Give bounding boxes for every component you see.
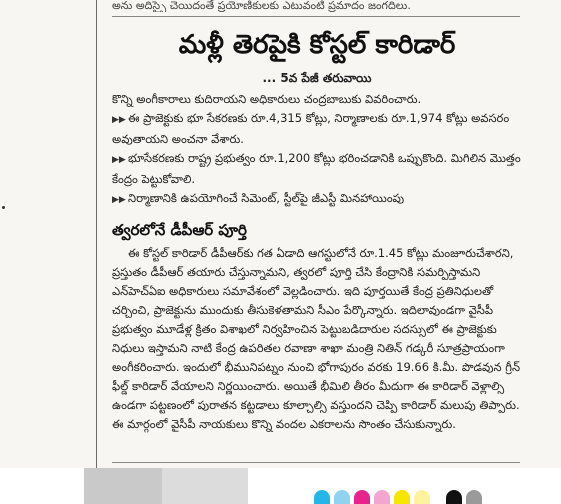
column-rule (96, 0, 97, 468)
body-paragraph: ఈ కోస్టల్ కారిడార్ డీపీఆర్‌కు గత ఏడాది ఆగస్టులోనే రూ.1.45 కోట్లు మంజూరుచేశారని, ప్రస్తుతం డీపీఆర్ తయారు చేస్తున్నామని, త్వరలో పూర్తి చేసి కేంద్రానికి సమర్పిస్తామని ఎన్‌హెచ్ఏఐ అధికారులు సమావేశంలో వెల్లడించారు. ఇది పూర్తయితే కేంద్ర ప్రతినిధులతో చర్చించి, ప్రాజెక్టును ముందుకు తీసుకెళతామని సీఎం పేర్కొన్నారు. ఇదిలావుండగా వైసీపీ ప్రభుత్వం మూడేళ్ల క్రితం విశాఖలో నిర్వహించిన పెట్టుబడిదారుల సదస్సులో ఈ ప్రాజెక్టుకు నిధులు ఇస్తామని నాటి కేంద్ర ఉపరితల రవాణా శాఖా మంత్రి నితిన్ గడ్కరీ సూత్రప్రాయంగా అంగీకరించారు. ఇందులో భీమునిపట్నం నుంచి భోగాపురం వరకు 19.66 కి.మీ. పొడవున గ్రీన్ ఫీల్డ్ కారిడార్ వేయాలని నిర్ణయించారు. అయితే భీమిలి తీరం మీదుగా ఈ కారిడార్ వెళ్లాల్సి ఉండగా పట్టణంలో పురాతన కట్టడాలు కూల్చాల్సి వస్తుందని చెప్పి కారిడార్ మలుపు తిప్పారు. ఈ మార్గంలో వైసీపీ నాయకులు కొన్ని వందల ఎకరాలను సొంతం చేసుకున్నారు. (112, 246, 521, 431)
double-arrow-bullet-icon: ▶▶ (112, 155, 126, 165)
light-tone-bar (162, 468, 248, 504)
grey-swatch (466, 490, 482, 504)
light-yellow-swatch (414, 490, 430, 504)
bullet-item: ▶▶ భూసేకరణకు రాష్ట్ర ప్రభుత్వం రూ.1,200 కోట్లు భరించడానికి ఒప్పుకొంది. మిగిలిన మొత్తం కేంద్రం పెట్టుకోవాలి. (112, 151, 521, 186)
bullet-item: ▶▶ నిర్మాణానికి ఉపయోగించే సిమెంట్, స్టీల్‌పై జీఎస్టీ మినహాయింపు (112, 189, 522, 210)
double-arrow-bullet-icon: ▶▶ (112, 195, 126, 205)
bottom-rule (112, 462, 520, 463)
light-cyan-swatch (334, 490, 350, 504)
stray-dot (2, 206, 5, 209)
bullet-section (112, 90, 522, 210)
headline: మళ్లీ తెరపైకి కోస్టల్ కారిడార్ (178, 30, 456, 60)
cut-off-previous-line: అను అదిస్పై చెయిదంతే ప్రయోణికులకు ఎటువంటి ప్రమాదం జంగదిలు. (112, 0, 411, 12)
magenta-swatch (354, 490, 370, 504)
continued-from-page-5: ... 5వ పేజీ తరువాయి (262, 71, 372, 85)
light-magenta-swatch (374, 490, 390, 504)
top-rule (112, 16, 520, 17)
intro-paragraph: కొన్ని అంగీకారాలు కుదిరాయని అధికారులు చంద్రబాబుకు వివరించారు. (112, 92, 422, 106)
black-swatch (446, 490, 462, 504)
bullet-item: ▶▶ ఈ ప్రాజెక్టుకు భూ సేకరణకు రూ.4,315 కోట్లు, నిర్మాణాలకు రూ.1,974 కోట్లు అవసరం అవుతాయని అంచనా వేశారు. (112, 111, 510, 146)
yellow-swatch (394, 490, 410, 504)
cyan-swatch (314, 490, 330, 504)
subheading: త్వరలోనే డీపీఆర్ పూర్తి (112, 221, 247, 239)
double-arrow-bullet-icon: ▶▶ (112, 115, 126, 125)
grey-tone-bar (84, 468, 162, 504)
